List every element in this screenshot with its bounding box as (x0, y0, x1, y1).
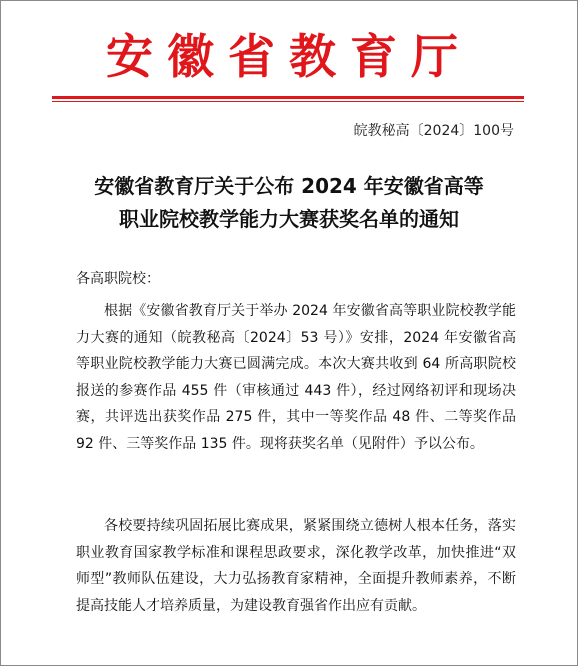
document-title-line-1: 安徽省教育厅关于公布 2024 年安徽省高等 (94, 174, 484, 198)
document-title (0, 170, 578, 236)
agency-header-title: 安徽省教育厅 (106, 30, 472, 85)
red-separator-thick (52, 96, 524, 99)
document-title-line-2: 职业院校教学能力大赛获奖名单的通知 (119, 207, 459, 231)
document-number: 皖教秘高〔2024〕100号 (353, 123, 514, 139)
body-paragraph-2: 各校要持续巩固拓展比赛成果，紧紧围绕立德树人根本任务，落实职业教育国家教学标准和课程思政要求，深化教学改革，加快推进“双师型”教师队伍建设，大力弘扬教育家精神，全面提升教师素养，不断提高技能人才培养质量，为建设教育强省作出应有贡献。 (76, 518, 516, 614)
salutation: 各高职院校： (76, 271, 160, 287)
body-paragraph-1: 根据《安徽省教育厅关于举办 2024 年安徽省高等职业院校教学能力大赛的通知（皖教秘高〔2024〕53 号）》安排，2024 年安徽省高等职业院校教学能力大赛已圆满完成。本次大赛共收到 64 所高职院校报送的参赛作品 455 件（审核通过 443 件），经过网络初评和现场决赛，共评选出获奖作品 275 件，其中一等奖作品 48 件、二等奖作品 92 件、三等奖作品 135 件。现将获奖名单（见附件）予以公布。 (76, 303, 516, 452)
red-separator-thin (52, 101, 524, 102)
